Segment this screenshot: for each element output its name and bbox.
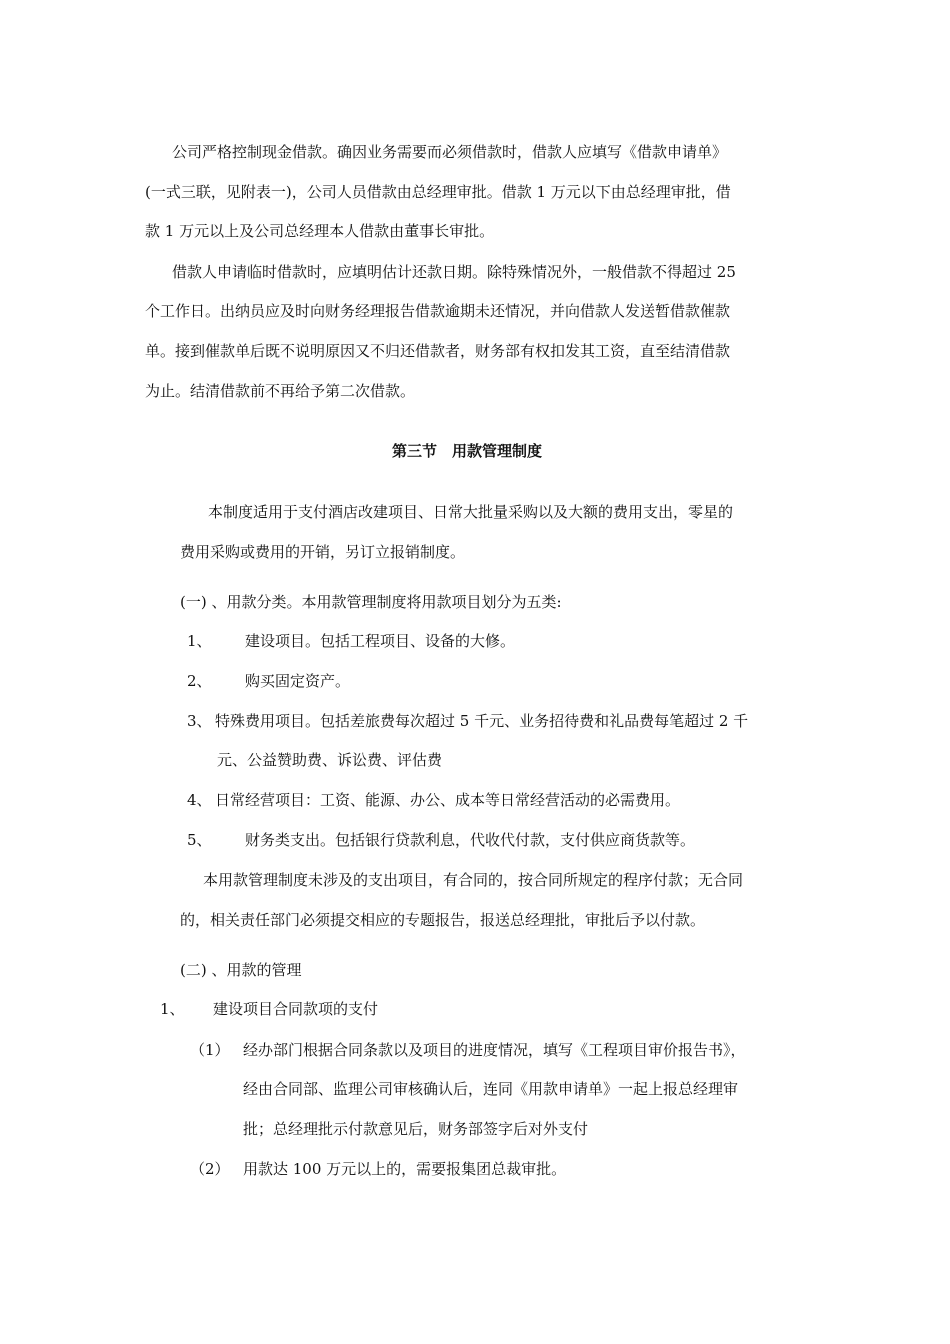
paragraph-line: 单。接到催款单后既不说明原因又不归还借款者，财务部有权扣发其工资，直至结清借款 <box>145 342 731 360</box>
list-item-number: 5、 <box>187 831 212 849</box>
sub-item-text: 用款达 100 万元以上的，需要报集团总裁审批。 <box>243 1160 567 1178</box>
list-item-number: 1、 <box>187 632 212 650</box>
paragraph-line: 本制度适用于支付酒店改建项目、日常大批量采购以及大额的费用支出，零星的 <box>208 503 734 521</box>
paragraph-line: 公司严格控制现金借款。确因业务需要而必须借款时，借款人应填写《借款申请单》 <box>172 143 728 161</box>
paragraph-line: 本用款管理制度未涉及的支出项目，有合同的，按合同所规定的程序付款；无合同 <box>203 871 744 889</box>
paragraph-line: 借款人申请临时借款时，应填明估计还款日期。除特殊情况外，一般借款不得超过 25 <box>172 263 736 281</box>
sub-item-number: （2） <box>190 1160 230 1178</box>
list-item-number: 4、 <box>187 791 212 809</box>
paragraph-line: 款 1 万元以上及公司总经理本人借款由董事长审批。 <box>145 222 495 240</box>
paragraph-line: 为止。结清借款前不再给予第二次借款。 <box>145 382 416 400</box>
list-item-text: 建设项目合同款项的支付 <box>213 1000 379 1018</box>
part2-heading: (二) 、用款的管理 <box>180 961 302 979</box>
list-item-text: 建设项目。包括工程项目、设备的大修。 <box>245 632 516 650</box>
list-item-text: 财务类支出。包括银行贷款利息，代收代付款，支付供应商货款等。 <box>245 831 696 849</box>
paragraph-line: 个工作日。出纳员应及时向财务经理报告借款逾期未还情况，并向借款人发送暂借款催款 <box>145 302 731 320</box>
list-item-text: 日常经营项目：工资、能源、办公、成本等日常经营活动的必需费用。 <box>215 791 681 809</box>
sub-item-number: （1） <box>190 1041 230 1059</box>
list-item-number: 3、 <box>187 712 212 730</box>
list-item-text-cont: 元、公益赞助费、诉讼费、评估费 <box>217 751 443 769</box>
sub-item-text: 经办部门根据合同条款以及项目的进度情况，填写《工程项目审价报告书》， <box>243 1041 746 1059</box>
list-item-text: 购买固定资产。 <box>245 672 351 690</box>
paragraph-line: 的，相关责任部门必须提交相应的专题报告，报送总经理批，审批后予以付款。 <box>180 911 706 929</box>
sub-item-text: 经由合同部、监理公司审核确认后，连同《用款申请单》一起上报总经理审 <box>243 1080 739 1098</box>
sub-item-text: 批；总经理批示付款意见后，财务部签字后对外支付 <box>243 1120 589 1138</box>
list-item-text: 特殊费用项目。包括差旅费每次超过 5 千元、业务招待费和礼品费每笔超过 2 千 <box>215 712 749 730</box>
section-title: 第三节 用款管理制度 <box>392 442 543 460</box>
part1-heading: (一) 、用款分类。本用款管理制度将用款项目划分为五类: <box>180 593 562 611</box>
paragraph-line: 费用采购或费用的开销，另订立报销制度。 <box>180 543 466 561</box>
list-item-number: 2、 <box>187 672 212 690</box>
list-item-number: 1、 <box>160 1000 185 1018</box>
paragraph-line: (一式三联，见附表一)，公司人员借款由总经理审批。借款 1 万元以下由总经理审批，借 <box>145 183 731 201</box>
